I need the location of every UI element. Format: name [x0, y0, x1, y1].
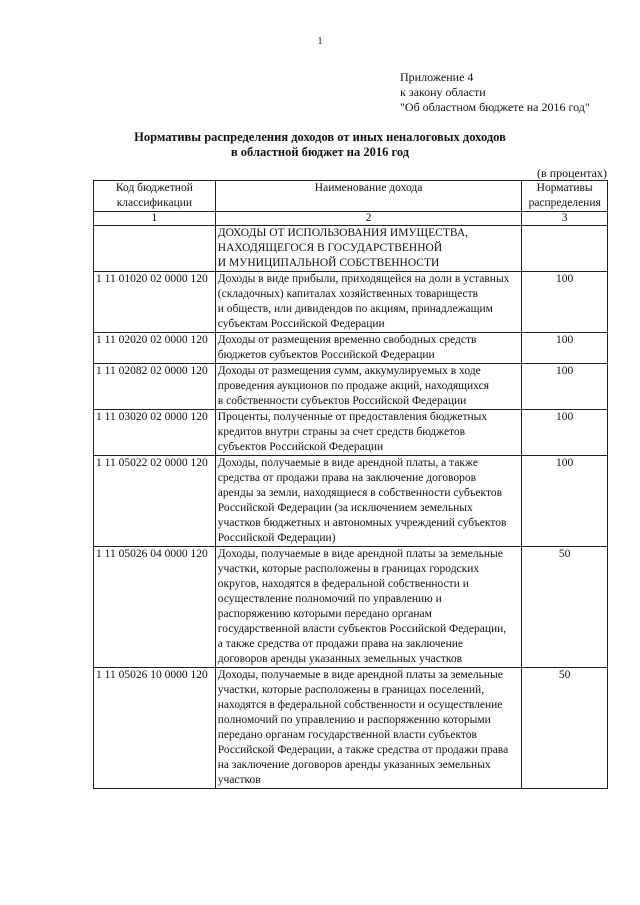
table-row — [94, 272, 608, 333]
column-number: 3 — [522, 212, 608, 226]
section-norm-cell — [522, 226, 608, 272]
row-name: Доходы, получаемые в виде арендной платы за земельные участки, которые расположены в границах городских округов, находятся в федеральной собственности и осуществление полномочий по управлению и распоряжению которыми передано органам государственной власти субъектов Российской Федерации, а также средства от продажи права на заключение договоров аренды указанных земельных участков — [215, 547, 522, 668]
header-code: Код бюджетной классификации — [94, 181, 216, 212]
section-row — [94, 226, 608, 272]
page-number: 1 — [317, 36, 323, 47]
row-code: 1 11 05022 02 0000 120 — [94, 456, 216, 547]
row-name: Доходы, получаемые в виде арендной платы за земельные участки, которые расположены в границах поселений, находятся в федеральной собственности и осуществление полномочий по управлению и распоряжению которыми передано органам государственной власти субъектов Российской Федерации, а также средства от продажи права на заключение договоров аренды указанных земельных участков — [215, 668, 522, 789]
row-code: 1 11 02020 02 0000 120 — [94, 333, 216, 364]
row-norm: 50 — [522, 668, 608, 789]
title-line: Нормативы распределения доходов от иных неналоговых доходов — [134, 130, 506, 144]
column-number: 1 — [94, 212, 216, 226]
row-norm: 100 — [522, 333, 608, 364]
annex-line: Приложение 4 — [400, 70, 474, 84]
row-name: Проценты, полученные от предоставления бюджетных кредитов внутри страны за счет средств бюджетов субъектов Российской Федерации — [215, 410, 522, 456]
table-row — [94, 456, 608, 547]
title-line: в областной бюджет на 2016 год — [230, 145, 410, 159]
row-code: 1 11 01020 02 0000 120 — [94, 272, 216, 333]
row-name: Доходы от размещения временно свободных средств бюджетов субъектов Российской Федерации — [215, 333, 522, 364]
row-code: 1 11 03020 02 0000 120 — [94, 410, 216, 456]
row-norm: 100 — [522, 364, 608, 410]
row-code: 1 11 02082 02 0000 120 — [94, 364, 216, 410]
document-title — [0, 130, 640, 160]
row-name: Доходы от размещения сумм, аккумулируемых в ходе проведения аукционов по продаже акций, находящихся в собственности субъектов Российской Федерации — [215, 364, 522, 410]
column-number-row — [94, 212, 608, 226]
table-row — [94, 333, 608, 364]
section-code-cell — [94, 226, 216, 272]
row-norm: 100 — [522, 272, 608, 333]
row-name: Доходы в виде прибыли, приходящейся на доли в уставных (складочных) капиталах хозяйственных товариществ и обществ, или дивидендов по акциям, принадлежащим субъектам Российской Федерации — [215, 272, 522, 333]
annex-header — [400, 70, 590, 115]
row-norm: 100 — [522, 410, 608, 456]
row-code: 1 11 05026 04 0000 120 — [94, 547, 216, 668]
table-header-row — [94, 181, 608, 212]
annex-line: к закону области — [400, 85, 486, 99]
row-name: Доходы, получаемые в виде арендной платы, а также средства от продажи права на заключение договоров аренды за земли, находящиеся в собственности субъектов Российской Федерации (за исключением земельных участков бюджетных и автономных учреждений субъектов Российской Федерации) — [215, 456, 522, 547]
table-row — [94, 547, 608, 668]
header-name: Наименование дохода — [215, 181, 522, 212]
norms-table — [93, 180, 608, 789]
row-norm: 50 — [522, 547, 608, 668]
row-code: 1 11 05026 10 0000 120 — [94, 668, 216, 789]
table-row — [94, 668, 608, 789]
annex-line: "Об областном бюджете на 2016 год" — [400, 100, 590, 114]
row-norm: 100 — [522, 456, 608, 547]
table-row — [94, 364, 608, 410]
header-norm: Нормативы распределения — [522, 181, 608, 212]
column-number: 2 — [215, 212, 522, 226]
table-row — [94, 410, 608, 456]
section-title: ДОХОДЫ ОТ ИСПОЛЬЗОВАНИЯ ИМУЩЕСТВА, НАХОДЯЩЕГОСЯ В ГОСУДАРСТВЕННОЙ И МУНИЦИПАЛЬНОЙ СОБСТВЕННОСТИ — [215, 226, 522, 272]
units-note: (в процентах) — [537, 166, 607, 180]
